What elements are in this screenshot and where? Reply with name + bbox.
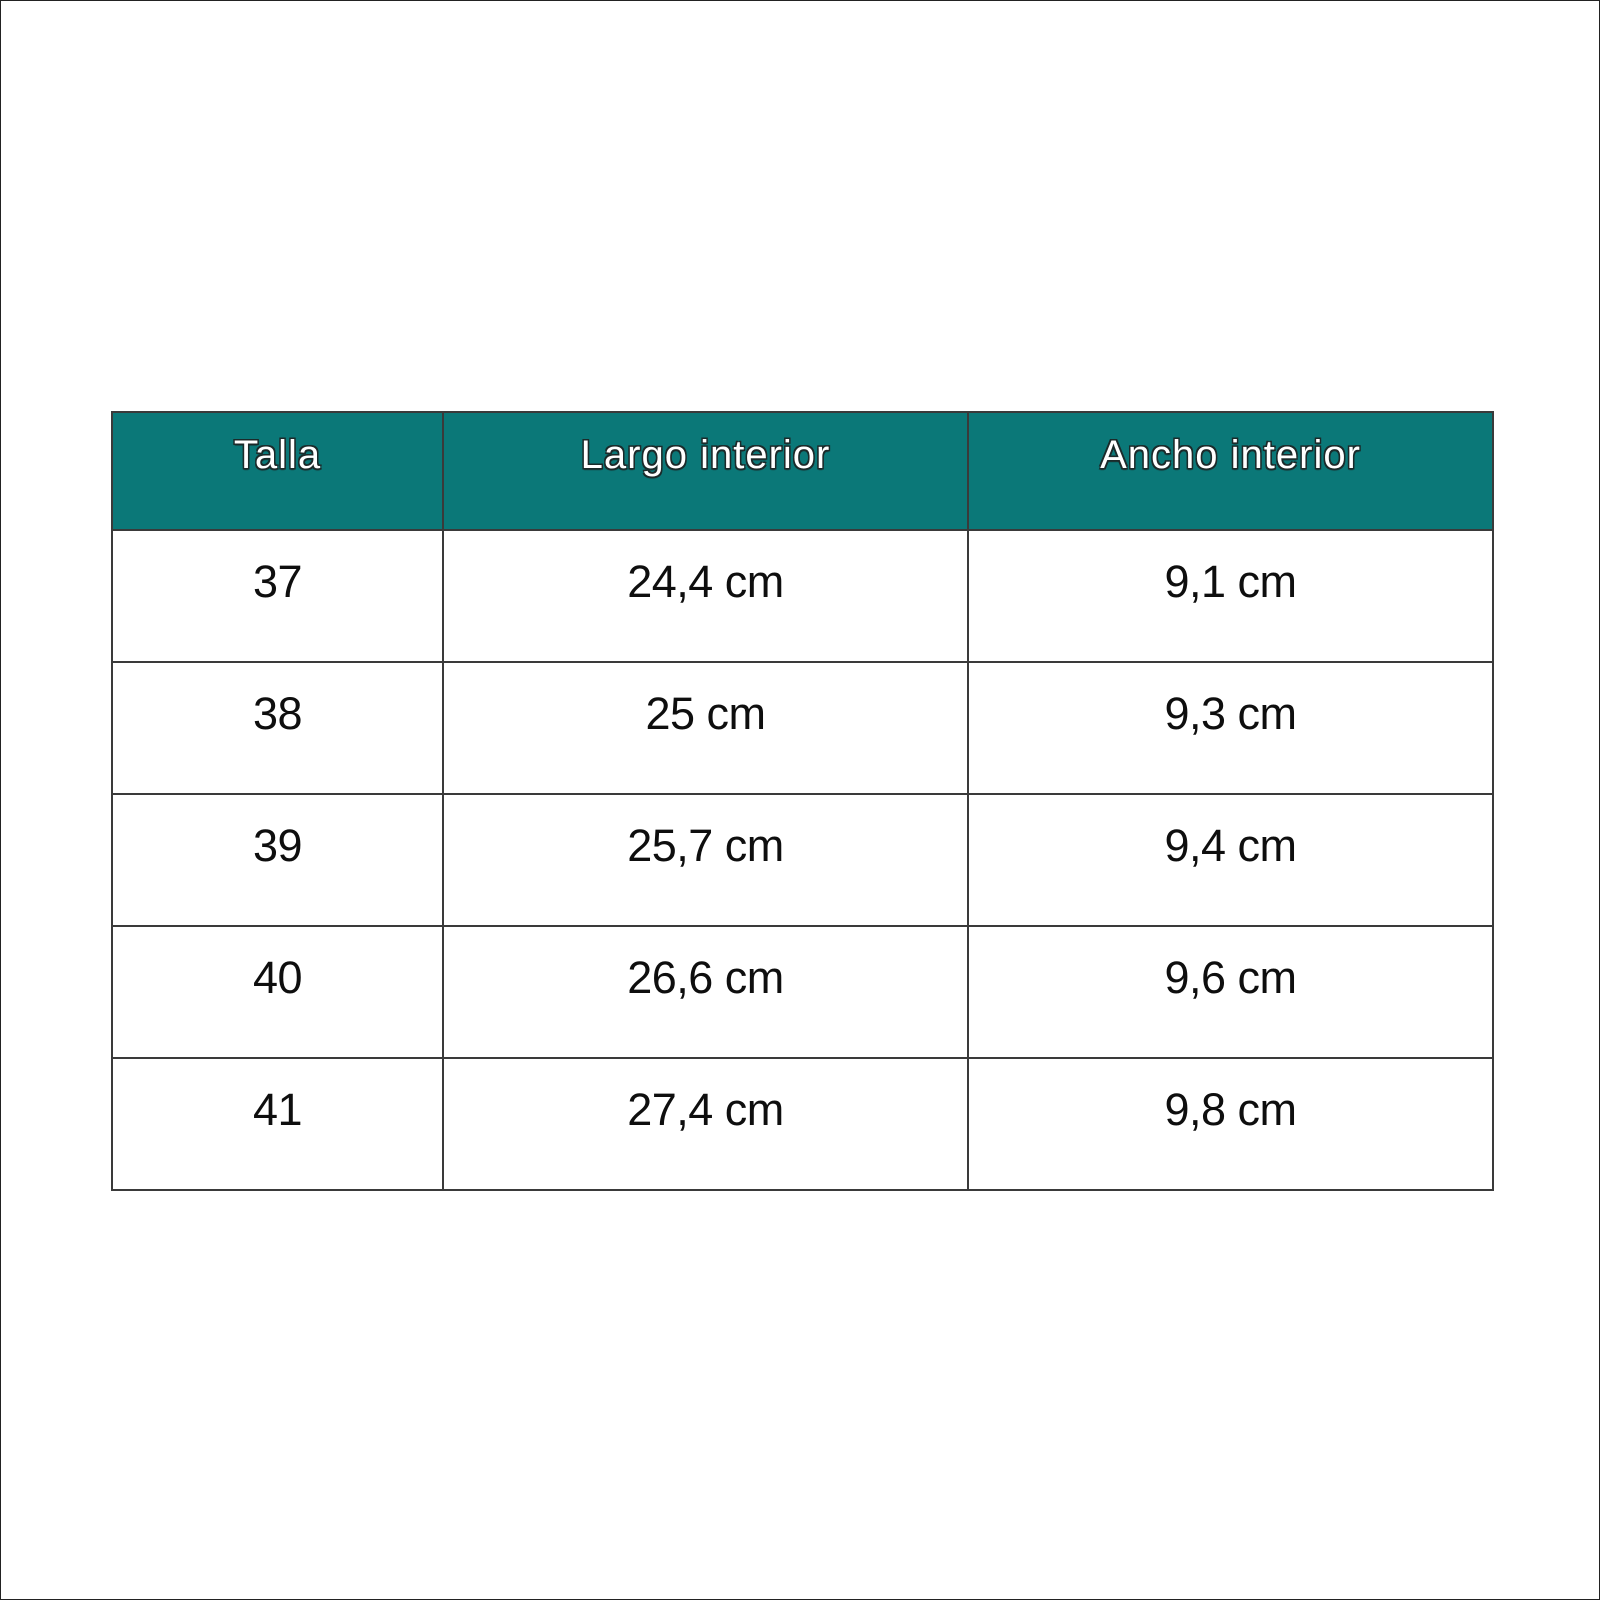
cell-ancho-interior: 9,8 cm [968, 1058, 1493, 1190]
cell-talla: 38 [112, 662, 443, 794]
table-row [112, 1058, 1493, 1190]
header-row [112, 412, 1493, 530]
table-header [112, 412, 1493, 530]
cell-ancho-interior: 9,3 cm [968, 662, 1493, 794]
table-row [112, 794, 1493, 926]
table-body [112, 530, 1493, 1190]
cell-ancho-interior: 9,6 cm [968, 926, 1493, 1058]
cell-largo-interior: 26,6 cm [443, 926, 968, 1058]
header-talla: Talla [112, 412, 443, 530]
cell-largo-interior: 25 cm [443, 662, 968, 794]
header-largo-interior: Largo interior [443, 412, 968, 530]
cell-largo-interior: 24,4 cm [443, 530, 968, 662]
cell-ancho-interior: 9,4 cm [968, 794, 1493, 926]
table-row [112, 530, 1493, 662]
table-row [112, 662, 1493, 794]
cell-largo-interior: 25,7 cm [443, 794, 968, 926]
size-chart-table [111, 411, 1494, 1191]
cell-largo-interior: 27,4 cm [443, 1058, 968, 1190]
cell-talla: 40 [112, 926, 443, 1058]
cell-talla: 41 [112, 1058, 443, 1190]
table-row [112, 926, 1493, 1058]
cell-ancho-interior: 9,1 cm [968, 530, 1493, 662]
cell-talla: 37 [112, 530, 443, 662]
cell-talla: 39 [112, 794, 443, 926]
header-ancho-interior: Ancho interior [968, 412, 1493, 530]
